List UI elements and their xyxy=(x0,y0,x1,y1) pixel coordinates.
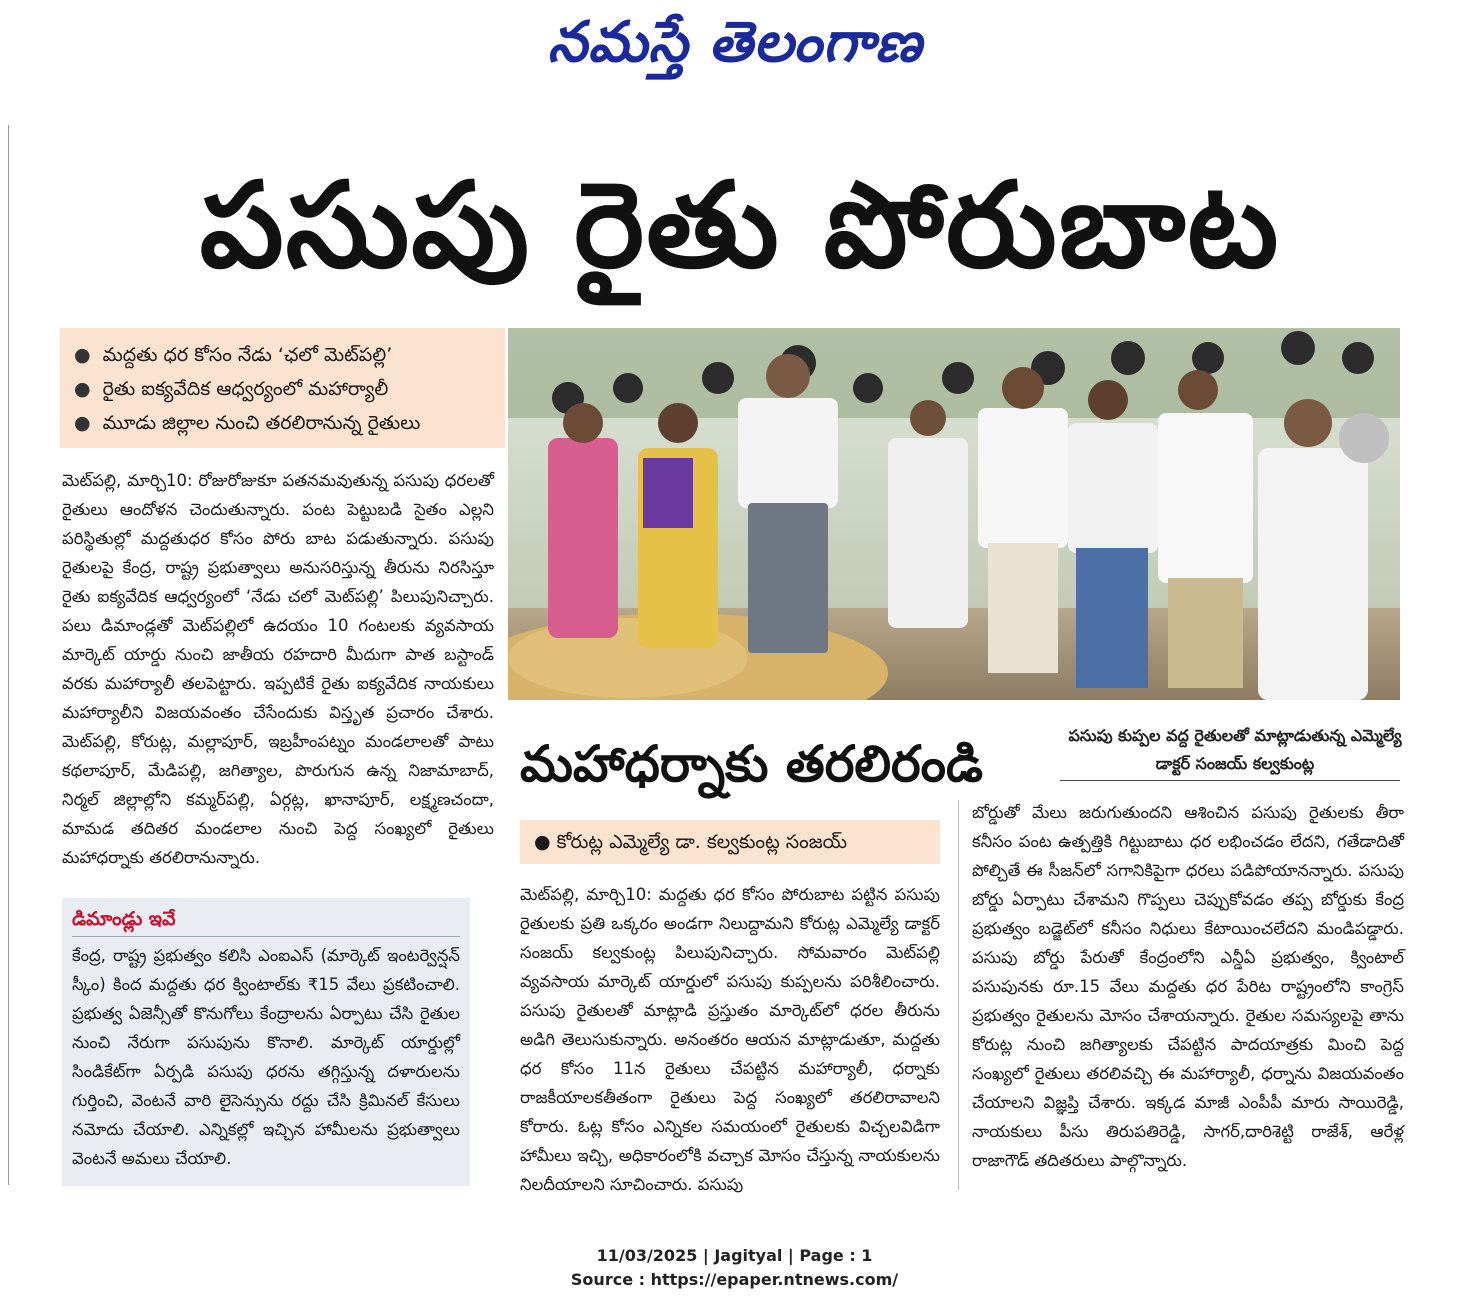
article-body-left: మెట్‌పల్లి, మార్చి10: రోజురోజుకూ పతనమవుతున్న పసుపు ధరలతో రైతులు ఆందోళన చెందుతున్నారు. పంట పెట్టుబడి సైతం ఎల్లని పరిస్థితుల్లో మద్దతుధర కోసం పోరు బాట పడుతున్నారు. పసుపు రైతులపై కేంద్ర, రాష్ట్ర ప్రభుత్వాలు అనుసరిస్తున్న తీరును నిరసిస్తూ రైతు ఐక్యవేదిక ఆధ్వర్యంలో ‘నేడు చలో మెట్‌పల్లి’ పిలుపునిచ్చారు. పలు డిమాండ్లతో మెట్‌పల్లిలో ఉదయం 10 గంటలకు వ్యవసాయ మార్కెట్ యార్డు నుంచి జాతీయ రహదారి మీదుగా పాత బస్టాండ్ వరకు మహార్యాలీ తలపెట్టారు. ఇప్పటికే రైతు ఐక్యవేదిక నాయకులు మహార్యాలీని విజయవంతం చేసేందుకు విస్తృత ప్రచారం చేశారు. మెట్‌పల్లి, కోరుట్ల, మల్లాపూర్, ఇబ్రహీంపట్నం మండలాలతో పాటు కథలాపూర్, మేడిపల్లి, జగిత్యాల, పొరుగున ఉన్న నిజామాబాద్, నిర్మల్ జిల్లాల్లోని కమ్మర్‌పల్లి, ఏర్గట్ల, ఖానాపూర్, లక్ష్మణచందా, మామడ తదితర మండలాల నుంచి పెద్ద సంఖ్యలో రైతులు మహాధర్నాకు తరలిరానున్నారు. xyxy=(62,471,494,867)
highlight-item: ● రైతు ఐక్యవేదిక ఆధ్వర్యంలో మహార్యాలీ xyxy=(74,378,389,400)
footer-source-link[interactable]: Source : https://epaper.ntnews.com/ xyxy=(570,1270,899,1289)
article-headline: పసుపు రైతు పోరుబాట xyxy=(199,156,1281,294)
highlights-box xyxy=(60,328,505,448)
photo-caption: పసుపు కుప్పల వద్ద రైతులతో మాట్లాడుతున్న ఎమ్మెల్యే డాక్టర్ సంజయ్ కల్వకుంట్ల xyxy=(1068,726,1402,773)
quote-text: కోరుట్ల ఎమ్మెల్యే డా. కల్వకుంట్ల సంజయ్ xyxy=(556,831,848,853)
article-body-middle: మెట్‌పల్లి, మార్చి10: మద్దతు ధర కోసం పోరుబాట పట్టిన పసుపు రైతులకు ప్రతి ఒక్కరం అండగా నిలుద్దామని కోరుట్ల ఎమ్మెల్యే డాక్టర్ సంజయ్ కల్వకుంట్ల పిలుపునిచ్చారు. సోమవారం మెట్‌పల్లి వ్యవసాయ మార్కెట్ యార్డులో పసుపు కుప్పలను పరిశీలించారు. పసుపు రైతులతో మాట్లాడి ప్రస్తుతం మార్కెట్‌లో ధరల తీరును అడిగి తెలుసుకున్నారు. అనంతరం ఆయన మాట్లాడుతూ, మద్దతు ధర కోసం 11న రైతులు చేపట్టిన మహార్యాలీ, ధర్నాకు రాజకీయాలకతీతంగా రైతులు పెద్ద సంఖ్యలో తరలిరావాలని కోరారు. ఓట్ల కోసం ఎన్నికల సమయంలో రైతులకు విచ్చలవిడిగా హామీలు ఇచ్చి, అధికారంలోకి వచ్చాక మోసం చేస్తున్న నాయకులను నిలదీయాలని సూచించారు. పసుపు xyxy=(520,885,940,1194)
highlight-item: ● మూడు జిల్లాల నుంచి తరలిరానున్న రైతులు xyxy=(74,412,421,434)
article-body-right: బోర్డుతో మేలు జరుగుతుందని ఆశించిన పసుపు రైతులకు తీరా కనీసం పంట ఉత్పత్తికి గిట్టుబాటు ధర లభించడం లేదని, గతేడాదితో పోల్చితే ఈ సీజన్‌లో సగానికిపైగా ధరలు పడిపోయానన్నారు. పసుపు బోర్డు ఏర్పాటు చేశామని గొప్పలు చెప్పుకోవడం తప్ప బోర్డుకు కేంద్ర ప్రభుత్వం బడ్జెట్‌లో కనీసం నిధులు కేటాయించలేదని మండిపడ్డారు. పసుపు బోర్డు పేరుతో కేంద్రంలోని ఎన్డీఏ ప్రభుత్వం, క్వింటాల్ పసుపునకు రూ.15 వేలు మద్దతు ధర పేరిట రాష్ట్రంలోని కాంగ్రెస్ ప్రభుత్వం రైతులను మోసం చేశాయన్నారు. రైతుల సమస్యలపై తాను కోరుట్ల నుంచి జగిత్యాలకు చేపట్టిన పాదయాత్రకు మించి పెద్ద సంఖ్యలో రైతులు తరలివచ్చి ఈ మహార్యాలీ, ధర్నాను విజయవంతం చేయాలని విజ్ఞప్తి చేశారు. ఇక్కడ మాజీ ఎంపీపీ మారు సాయిరెడ్డి, నాయకులు పీసు తిరుపతిరెడ్డి, సాగర్,దారిశెట్టి రాజేశ్, ఆరేళ్ల రాజాగౌడ్ తదితరులు పాల్గొన్నారు. xyxy=(972,803,1404,1170)
bullet-icon: ● xyxy=(74,344,91,366)
demands-box xyxy=(62,898,470,1186)
page-footer xyxy=(0,1244,1469,1296)
quote-highlight-box xyxy=(520,820,940,864)
highlight-item: ● మద్దతు ధర కోసం నేడు ‘ఛలో మెట్‌పల్లి’ xyxy=(74,344,393,366)
news-photo xyxy=(508,328,1400,700)
bullet-icon: ● xyxy=(74,412,91,434)
demands-divider xyxy=(72,936,460,937)
column-divider xyxy=(958,800,959,1190)
footer-edition-info: 11/03/2025 | Jagityal | Page : 1 xyxy=(596,1246,873,1265)
article-subheadline: మహాధర్నాకు తరలిరండి xyxy=(520,735,984,793)
demands-body: కేంద్ర, రాష్ట్ర ప్రభుత్వం కలిసి ఎంఐఎస్ (మార్కెట్ ఇంటర్వెన్షన్ స్కీం) కింద మద్దతు ధర క్వింటాల్‌కు ₹15 వేలు ప్రకటించాలి. ప్రభుత్వ ఏజెన్సీతో కొనుగోలు కేంద్రాలను ఏర్పాటు చేసి రైతుల నుంచి నేరుగా పసుపును కొనాలి. మార్కెట్ యార్డుల్లో సిండికేట్‌గా ఏర్పడి పసుపు ధరను తగ్గిస్తున్న దళారులను గుర్తించి, వెంటనే వారి లైసెన్సును రద్దు చేసి క్రిమినల్ కేసులు నమోదు చేయాలి. ఎన్నికల్లో ఇచ్చిన హామీలను ప్రభుత్వాలు వెంటనే అమలు చేయాలి. xyxy=(72,946,460,1168)
caption-underline xyxy=(1060,780,1400,781)
bullet-icon: ● xyxy=(534,831,557,853)
news-photo-illustration xyxy=(508,328,1400,700)
demands-title: డిమాండ్లు ఇవే xyxy=(72,908,176,930)
page-margin-rule xyxy=(8,125,9,1185)
bullet-icon: ● xyxy=(74,378,91,400)
newspaper-masthead-logo: నమస్తే తెలంగాణ xyxy=(547,9,923,75)
